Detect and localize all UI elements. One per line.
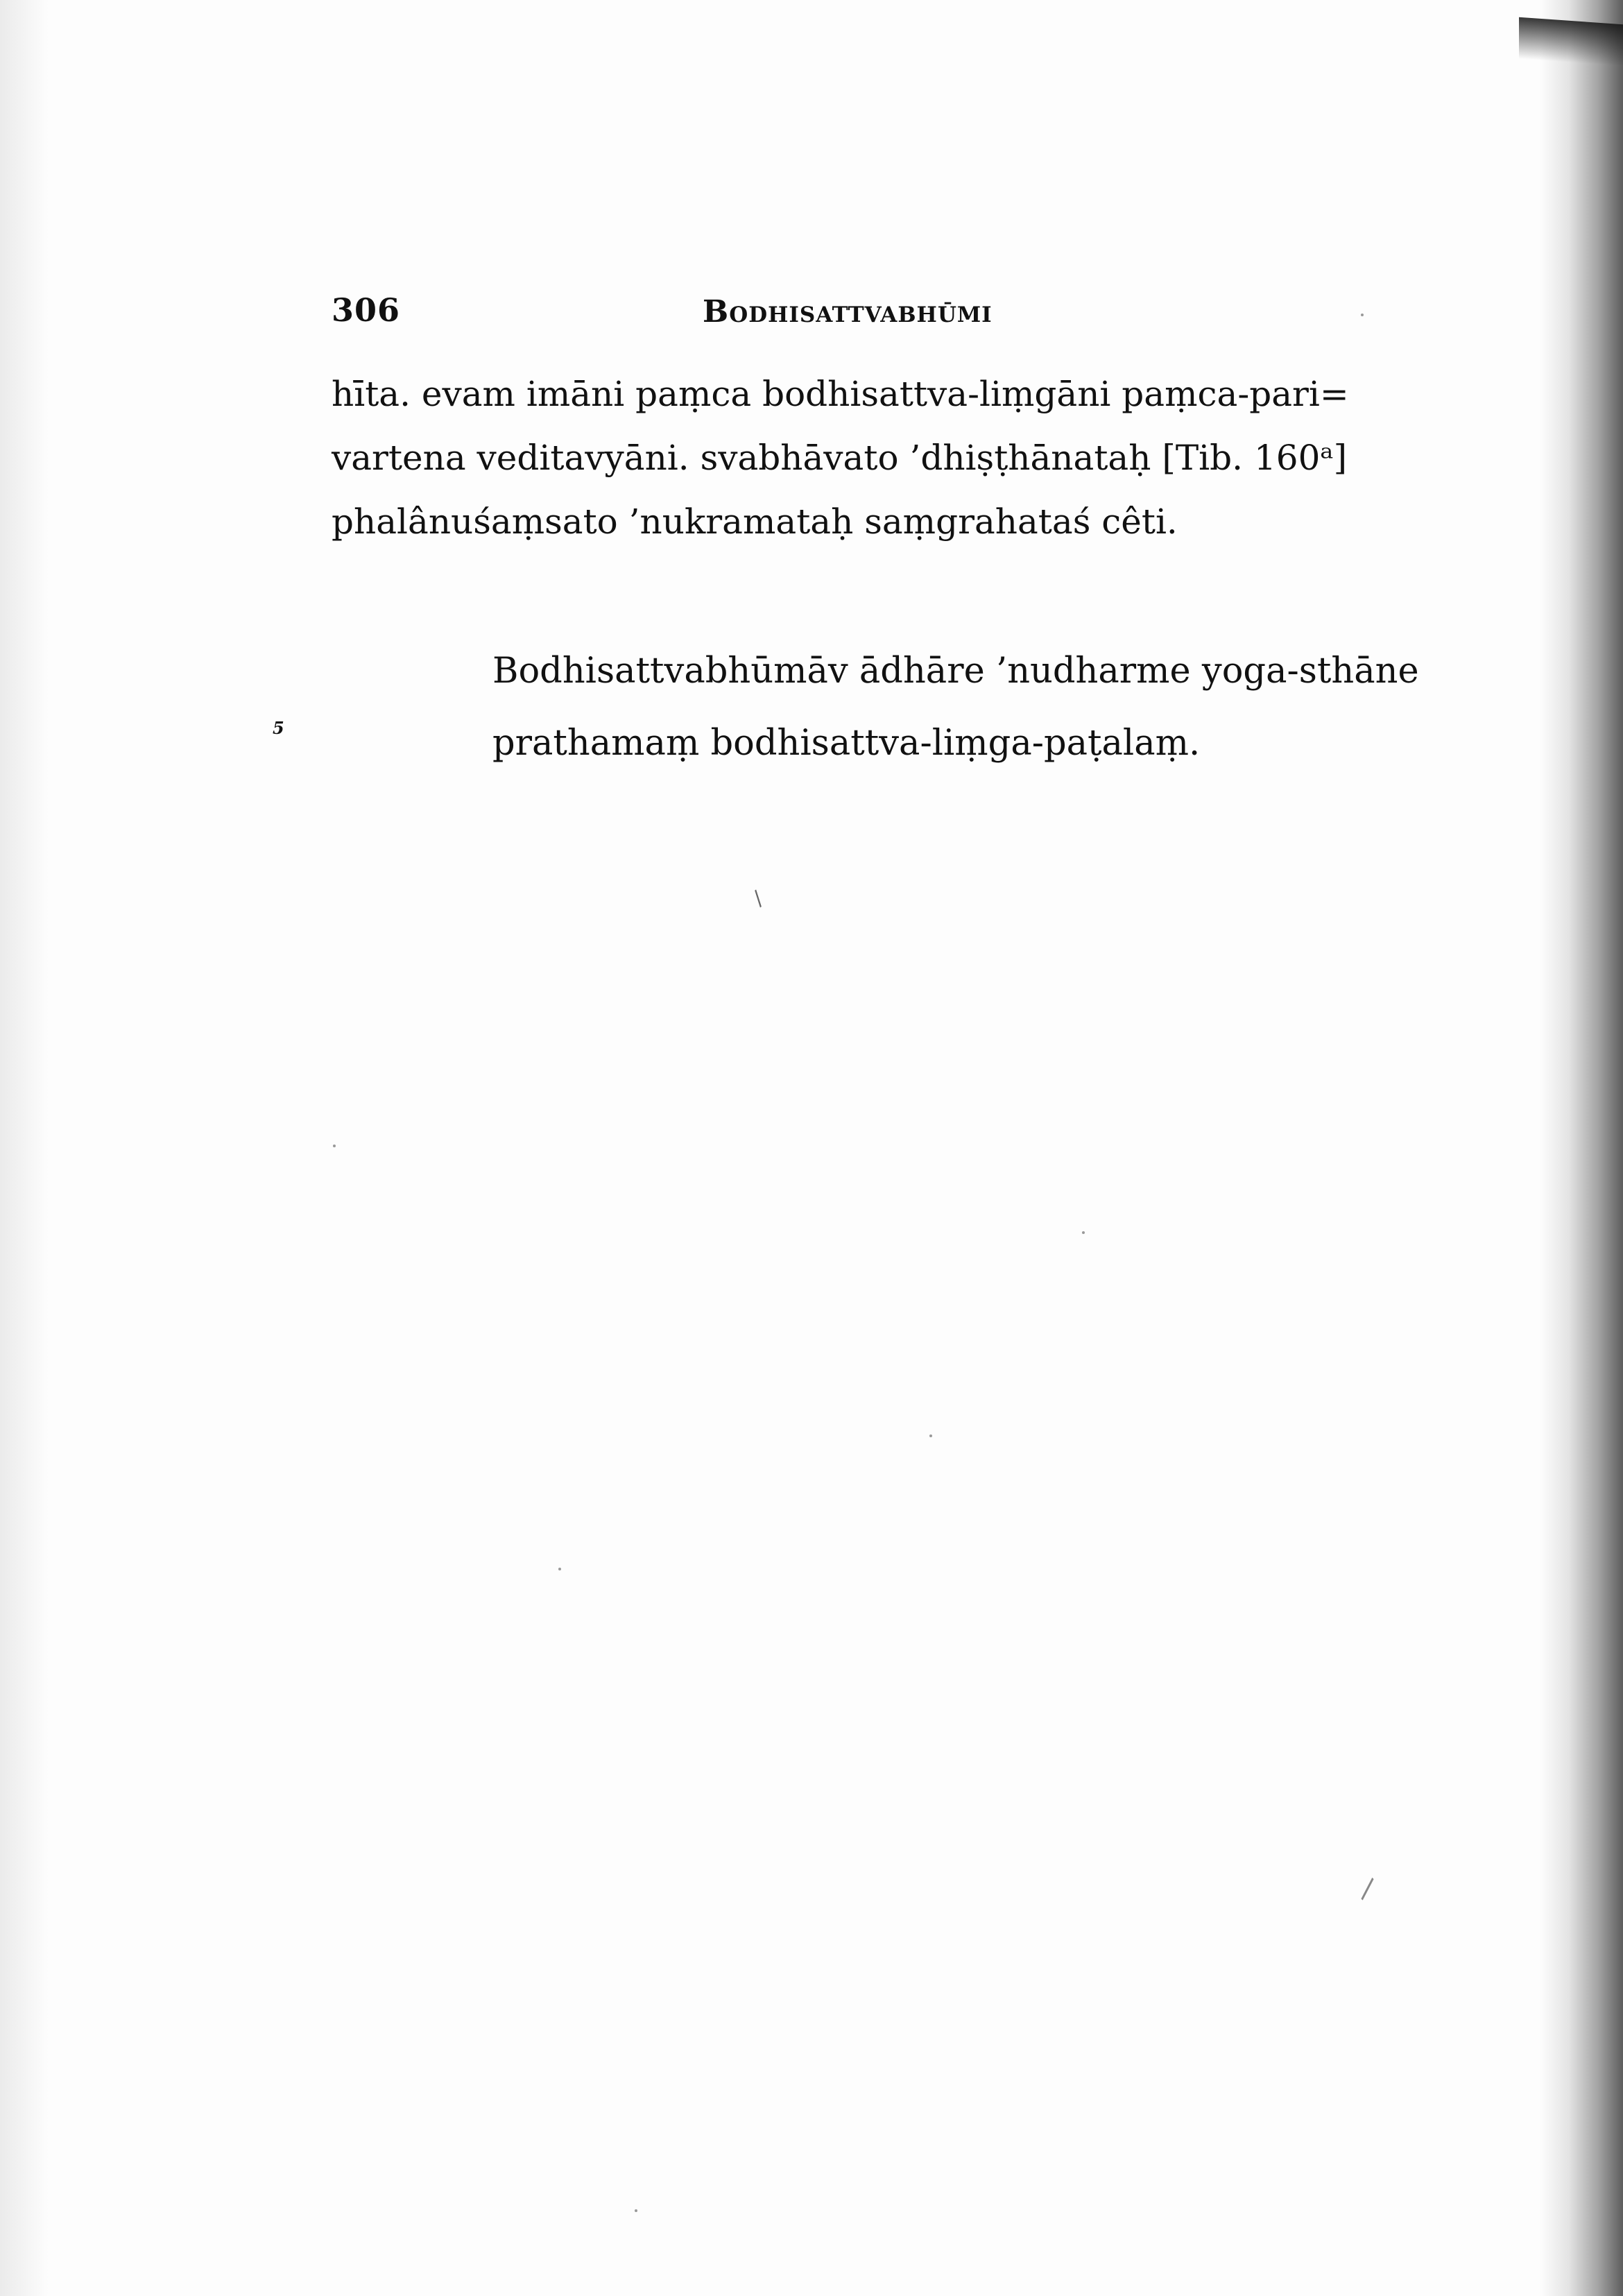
text-line: phalânuśaṃsato ’nukramataḥ saṃgrahataś cêti.: [332, 502, 1178, 542]
scan-speck: [1082, 1231, 1085, 1234]
scan-artifact-mark: /: [748, 886, 768, 911]
running-head: [332, 291, 1427, 333]
page-number: 306: [332, 291, 401, 329]
scan-shadow-right: [1540, 0, 1623, 2296]
running-title: Bodhisattvabhūmi: [703, 294, 993, 329]
text-line: vartena veditavyāni. svabhāvato ’dhiṣṭhānataḥ [Tib. 160ᵃ]: [332, 438, 1348, 478]
scan-shadow-left: [0, 0, 49, 2296]
scan-speck: [635, 2209, 637, 2212]
scan-shadow-corner: [1519, 17, 1623, 66]
scan-speck: [558, 1568, 561, 1570]
text-line: hīta. evam imāni paṃca bodhisattva-liṃgāni paṃca-pari=: [332, 374, 1349, 414]
scan-speck: [1361, 314, 1364, 316]
line-number: 5: [273, 718, 284, 738]
scan-speck: [929, 1434, 932, 1437]
scan-speck: [333, 1145, 336, 1147]
colophon-line: prathamaṃ bodhisattva-liṃga-paṭalaṃ.: [492, 723, 1201, 764]
body-text: [332, 362, 1441, 554]
chapter-colophon: [492, 635, 1463, 780]
scan-artifact-mark: \: [1352, 1874, 1382, 1904]
colophon-line: Bodhisattvabhūmāv ādhāre ’nudharme yoga-sthāne: [492, 651, 1419, 692]
